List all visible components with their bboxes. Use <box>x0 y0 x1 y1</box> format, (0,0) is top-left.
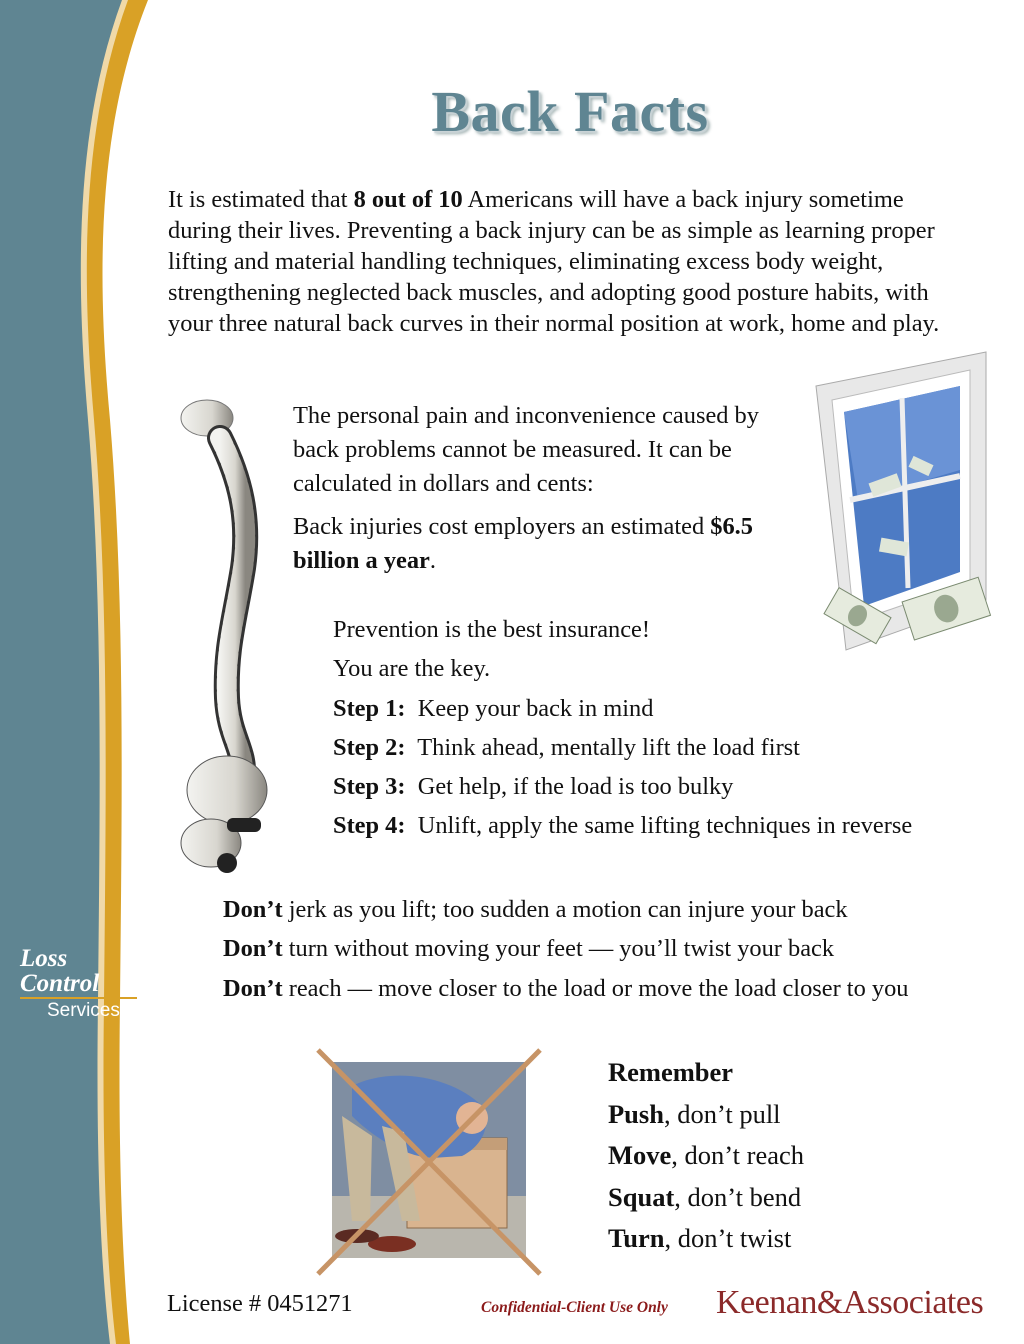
remember-text: , don’t twist <box>664 1223 792 1254</box>
remember-item-2 <box>608 1136 968 1178</box>
spine-illustration <box>165 398 280 878</box>
logo-services-text: Services <box>47 1000 120 1021</box>
step-label: Step 1: <box>333 694 406 722</box>
dont-label: Don’t <box>223 974 283 1002</box>
remember-item-3 <box>608 1178 968 1220</box>
step-text: Unlift, apply the same lifting techniques in reverse <box>417 812 913 840</box>
cost-text-after: . <box>429 547 436 574</box>
remember-verb: Turn <box>608 1223 665 1254</box>
remember-text: , don’t reach <box>671 1140 804 1171</box>
step-4 <box>333 808 1013 847</box>
dont-text: jerk as you lift; too sudden a motion can injure your back <box>282 896 848 923</box>
intro-paragraph <box>168 184 973 339</box>
step-text: Think ahead, mentally lift the load first <box>417 733 800 761</box>
intro-text-before: It is estimated that <box>168 186 354 213</box>
intro-stat: 8 out of 10 <box>353 186 463 213</box>
dont-label: Don’t <box>223 935 283 963</box>
page-title: Back Facts <box>431 79 709 144</box>
dont-label: Don’t <box>223 896 283 923</box>
remember-item-1 <box>608 1095 968 1137</box>
remember-verb: Push <box>608 1098 664 1129</box>
logo-loss-text: Loss <box>20 945 68 972</box>
step-text: Keep your back in mind <box>417 694 654 722</box>
cost-text-before: Back injuries cost employers an estimated <box>293 513 711 540</box>
intro-text-after: Americans will have a back injury sometime during their lives. Preventing a back injury can be as simple as learning proper lifting and material handling techniques, eliminating excess body weight, strengthening neglected back muscles, and adopting good posture habits, with your three natural back curves in their normal position at work, home and play. <box>168 186 940 337</box>
license-number: License # 0451271 <box>167 1290 353 1317</box>
loss-control-logo <box>20 946 145 1023</box>
donts-list <box>223 890 953 1008</box>
keenan-associates-logo: Keenan&Associates <box>716 1284 984 1321</box>
cost-amount: $6.5 billion a year <box>293 513 753 574</box>
remember-verb: Squat <box>608 1181 675 1212</box>
remember-text: , don’t pull <box>663 1098 781 1129</box>
dont-item-3 <box>223 969 953 1008</box>
step-label: Step 3: <box>333 773 406 801</box>
remember-list <box>608 1053 968 1261</box>
dont-text: turn without moving your feet — you’ll twist your back <box>282 935 835 963</box>
pain-paragraph: The personal pain and inconvenience caused by back problems cannot be measured. It can be calculated in dollars and cents: <box>293 402 759 497</box>
prevention-steps <box>333 612 1013 848</box>
step-label: Step 2: <box>333 733 406 761</box>
prevention-line-2: You are the key. <box>333 655 491 683</box>
remember-heading-text: Remember <box>608 1057 734 1087</box>
logo-control-text: Control <box>20 970 100 997</box>
confidential-notice: Confidential-Client Use Only <box>481 1299 668 1316</box>
step-2 <box>333 730 1013 769</box>
wrong-lifting-photo <box>312 1046 544 1278</box>
step-1 <box>333 691 1013 730</box>
remember-text: , don’t bend <box>674 1181 802 1212</box>
dont-item-1 <box>223 890 953 929</box>
prevention-line-1: Prevention is the best insurance! <box>333 616 650 643</box>
step-text: Get help, if the load is too bulky <box>417 773 734 801</box>
remember-item-4 <box>608 1219 968 1261</box>
cost-paragraph <box>293 510 803 578</box>
remember-heading <box>608 1053 968 1095</box>
dont-text: reach — move closer to the load or move the load closer to you <box>282 974 909 1002</box>
dont-item-2 <box>223 929 953 968</box>
sidebar-band <box>0 0 190 1344</box>
step-3 <box>333 769 1013 808</box>
step-label: Step 4: <box>333 812 406 840</box>
remember-verb: Move <box>608 1140 672 1171</box>
